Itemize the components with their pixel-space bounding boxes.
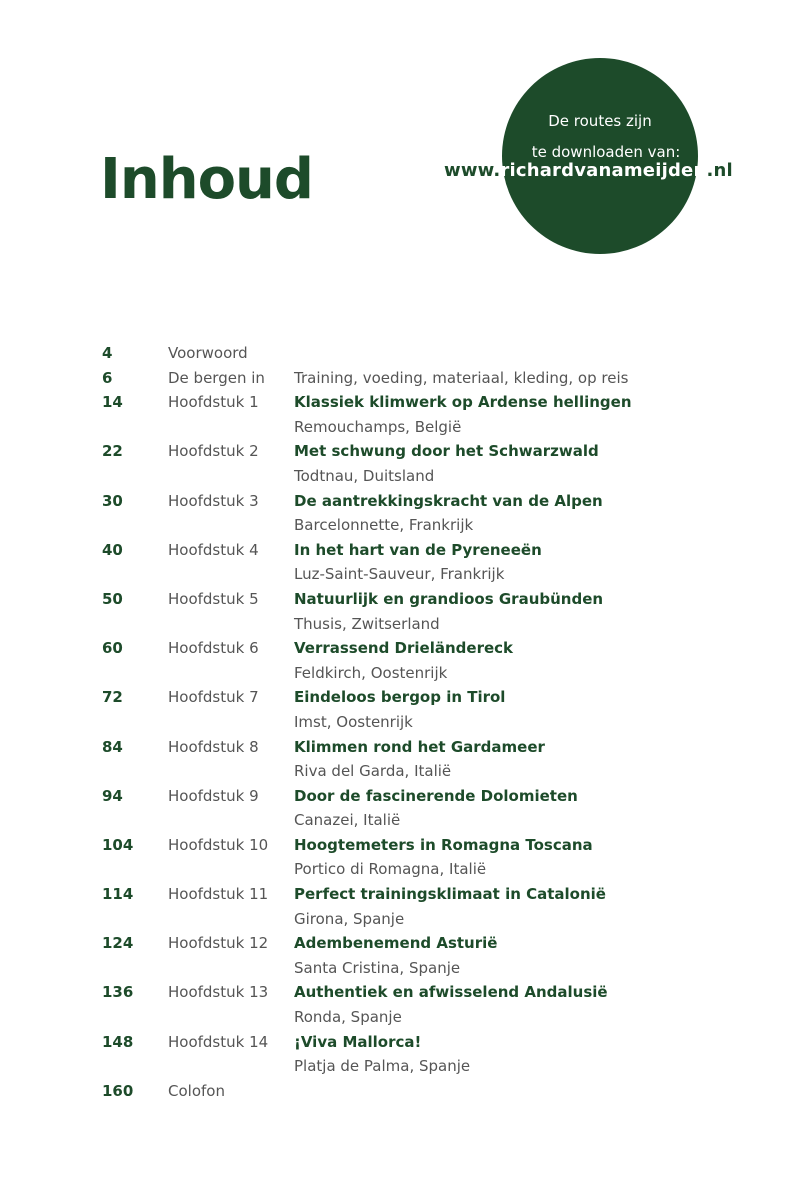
toc-page-number: 40: [102, 540, 123, 559]
toc-label: Voorwoord: [168, 344, 248, 362]
toc-page-number: 160: [102, 1081, 134, 1100]
toc-description: Training, voeding, materiaal, kleding, op reis: [294, 368, 629, 387]
toc-page-number: 4: [102, 344, 113, 362]
toc-entry-location-row: [0, 710, 810, 735]
toc-entry-location-row: [0, 808, 810, 833]
toc-entry-location-row: [0, 661, 810, 686]
toc-entry-location-row: [0, 759, 810, 784]
toc-entry[interactable]: [0, 489, 810, 514]
toc-entry[interactable]: [0, 1079, 810, 1104]
toc-location: Thusis, Zwitserland: [294, 614, 440, 633]
toc-page-number: 30: [102, 491, 123, 510]
toc-entry[interactable]: [0, 636, 810, 661]
toc-label: Hoofdstuk 8: [168, 737, 259, 756]
toc-label: Hoofdstuk 6: [168, 639, 259, 658]
toc-chapter-title: Perfect trainingsklimaat in Catalonië: [294, 885, 606, 904]
toc-entry[interactable]: [0, 784, 810, 809]
toc-label: Hoofdstuk 7: [168, 688, 259, 707]
toc-location: Luz-Saint-Sauveur, Frankrijk: [294, 565, 505, 584]
toc-label: Hoofdstuk 4: [168, 540, 259, 559]
toc-location: Santa Cristina, Spanje: [294, 958, 461, 977]
toc-page-number: 60: [102, 639, 123, 658]
toc-chapter-title: Door de fascinerende Dolomieten: [294, 786, 578, 805]
toc-entry-location-row: [0, 464, 810, 489]
toc-entry[interactable]: [0, 341, 810, 366]
toc-label: Hoofdstuk 13: [168, 983, 269, 1002]
toc-page-number: 114: [102, 885, 134, 904]
download-url[interactable]: [444, 162, 733, 180]
toc-entry[interactable]: [0, 538, 810, 563]
toc-entry-location-row: [0, 415, 810, 440]
table-of-contents: [0, 341, 810, 1103]
toc-page-number: 84: [102, 737, 123, 756]
toc-chapter-title: Hoogtemeters in Romagna Toscana: [294, 835, 593, 854]
toc-entry-location-row: [0, 1005, 810, 1030]
badge-line-1: De routes zijn: [548, 112, 652, 130]
toc-entry-location-row: [0, 612, 810, 637]
toc-entry-location-row: [0, 513, 810, 538]
toc-entry[interactable]: [0, 931, 810, 956]
toc-location: Portico di Romagna, Italië: [294, 860, 487, 879]
toc-chapter-title: Met schwung door het Schwarzwald: [294, 442, 599, 461]
toc-location: Todtnau, Duitsland: [294, 466, 435, 485]
url-domain: richardvanameijden: [500, 160, 707, 181]
download-badge: [502, 58, 698, 254]
toc-entry[interactable]: [0, 587, 810, 612]
toc-entry[interactable]: [0, 882, 810, 907]
badge-line-2: te downloaden van:: [531, 143, 681, 161]
toc-entry[interactable]: [0, 685, 810, 710]
toc-location: Remouchamps, België: [294, 417, 462, 436]
toc-entry[interactable]: [0, 366, 810, 391]
toc-page-number: 148: [102, 1032, 134, 1051]
toc-label: Hoofdstuk 1: [168, 393, 259, 412]
toc-label: Hoofdstuk 10: [168, 835, 269, 854]
toc-chapter-title: Klassiek klimwerk op Ardense hellingen: [294, 393, 632, 412]
toc-chapter-title: Klimmen rond het Gardameer: [294, 737, 545, 756]
toc-location: Riva del Garda, Italië: [294, 762, 452, 781]
toc-page-number: 72: [102, 688, 123, 707]
toc-entry[interactable]: [0, 980, 810, 1005]
toc-label: Hoofdstuk 3: [168, 491, 259, 510]
toc-chapter-title: Authentiek en afwisselend Andalusië: [294, 983, 608, 1002]
toc-location: Canazei, Italië: [294, 811, 401, 830]
toc-chapter-title: ¡Viva Mallorca!: [294, 1032, 422, 1051]
toc-entry[interactable]: [0, 833, 810, 858]
toc-entry[interactable]: [0, 390, 810, 415]
toc-entry[interactable]: [0, 1030, 810, 1055]
toc-chapter-title: Adembenemend Asturië: [294, 934, 498, 953]
toc-entry-location-row: [0, 907, 810, 932]
toc-label: Colofon: [168, 1081, 225, 1100]
toc-label: De bergen in: [168, 368, 265, 387]
toc-location: Feldkirch, Oostenrijk: [294, 663, 448, 682]
page-title: Inhoud: [100, 147, 313, 212]
toc-page-number: 6: [102, 368, 113, 387]
toc-page-number: 124: [102, 934, 134, 953]
toc-chapter-title: De aantrekkingskracht van de Alpen: [294, 491, 603, 510]
toc-location: Ronda, Spanje: [294, 1008, 402, 1027]
toc-label: Hoofdstuk 9: [168, 786, 259, 805]
toc-label: Hoofdstuk 14: [168, 1032, 269, 1051]
toc-entry-location-row: [0, 1054, 810, 1079]
toc-location: Imst, Oostenrijk: [294, 712, 413, 731]
toc-page-number: 22: [102, 442, 123, 461]
toc-label: Hoofdstuk 2: [168, 442, 259, 461]
toc-entry-location-row: [0, 956, 810, 981]
toc-location: Barcelonnette, Frankrijk: [294, 516, 474, 535]
toc-page-number: 14: [102, 393, 123, 412]
toc-label: Hoofdstuk 5: [168, 589, 259, 608]
toc-chapter-title: In het hart van de Pyreneeën: [294, 540, 542, 559]
toc-entry-location-row: [0, 562, 810, 587]
toc-entry[interactable]: [0, 439, 810, 464]
url-suffix: .nl: [706, 160, 733, 181]
toc-label: Hoofdstuk 11: [168, 885, 269, 904]
toc-chapter-title: Verrassend Drieländereck: [294, 639, 514, 658]
url-prefix: www.: [444, 160, 501, 181]
toc-chapter-title: Eindeloos bergop in Tirol: [294, 688, 506, 707]
toc-location: Girona, Spanje: [294, 909, 405, 928]
toc-page-number: 104: [102, 835, 134, 854]
toc-page-number: 94: [102, 786, 123, 805]
toc-label: Hoofdstuk 12: [168, 934, 269, 953]
toc-entry-location-row: [0, 857, 810, 882]
toc-page-number: 136: [102, 983, 134, 1002]
toc-location: Platja de Palma, Spanje: [294, 1057, 471, 1076]
toc-entry[interactable]: [0, 735, 810, 760]
toc-page-number: 50: [102, 589, 123, 608]
toc-chapter-title: Natuurlijk en grandioos Graubünden: [294, 589, 604, 608]
